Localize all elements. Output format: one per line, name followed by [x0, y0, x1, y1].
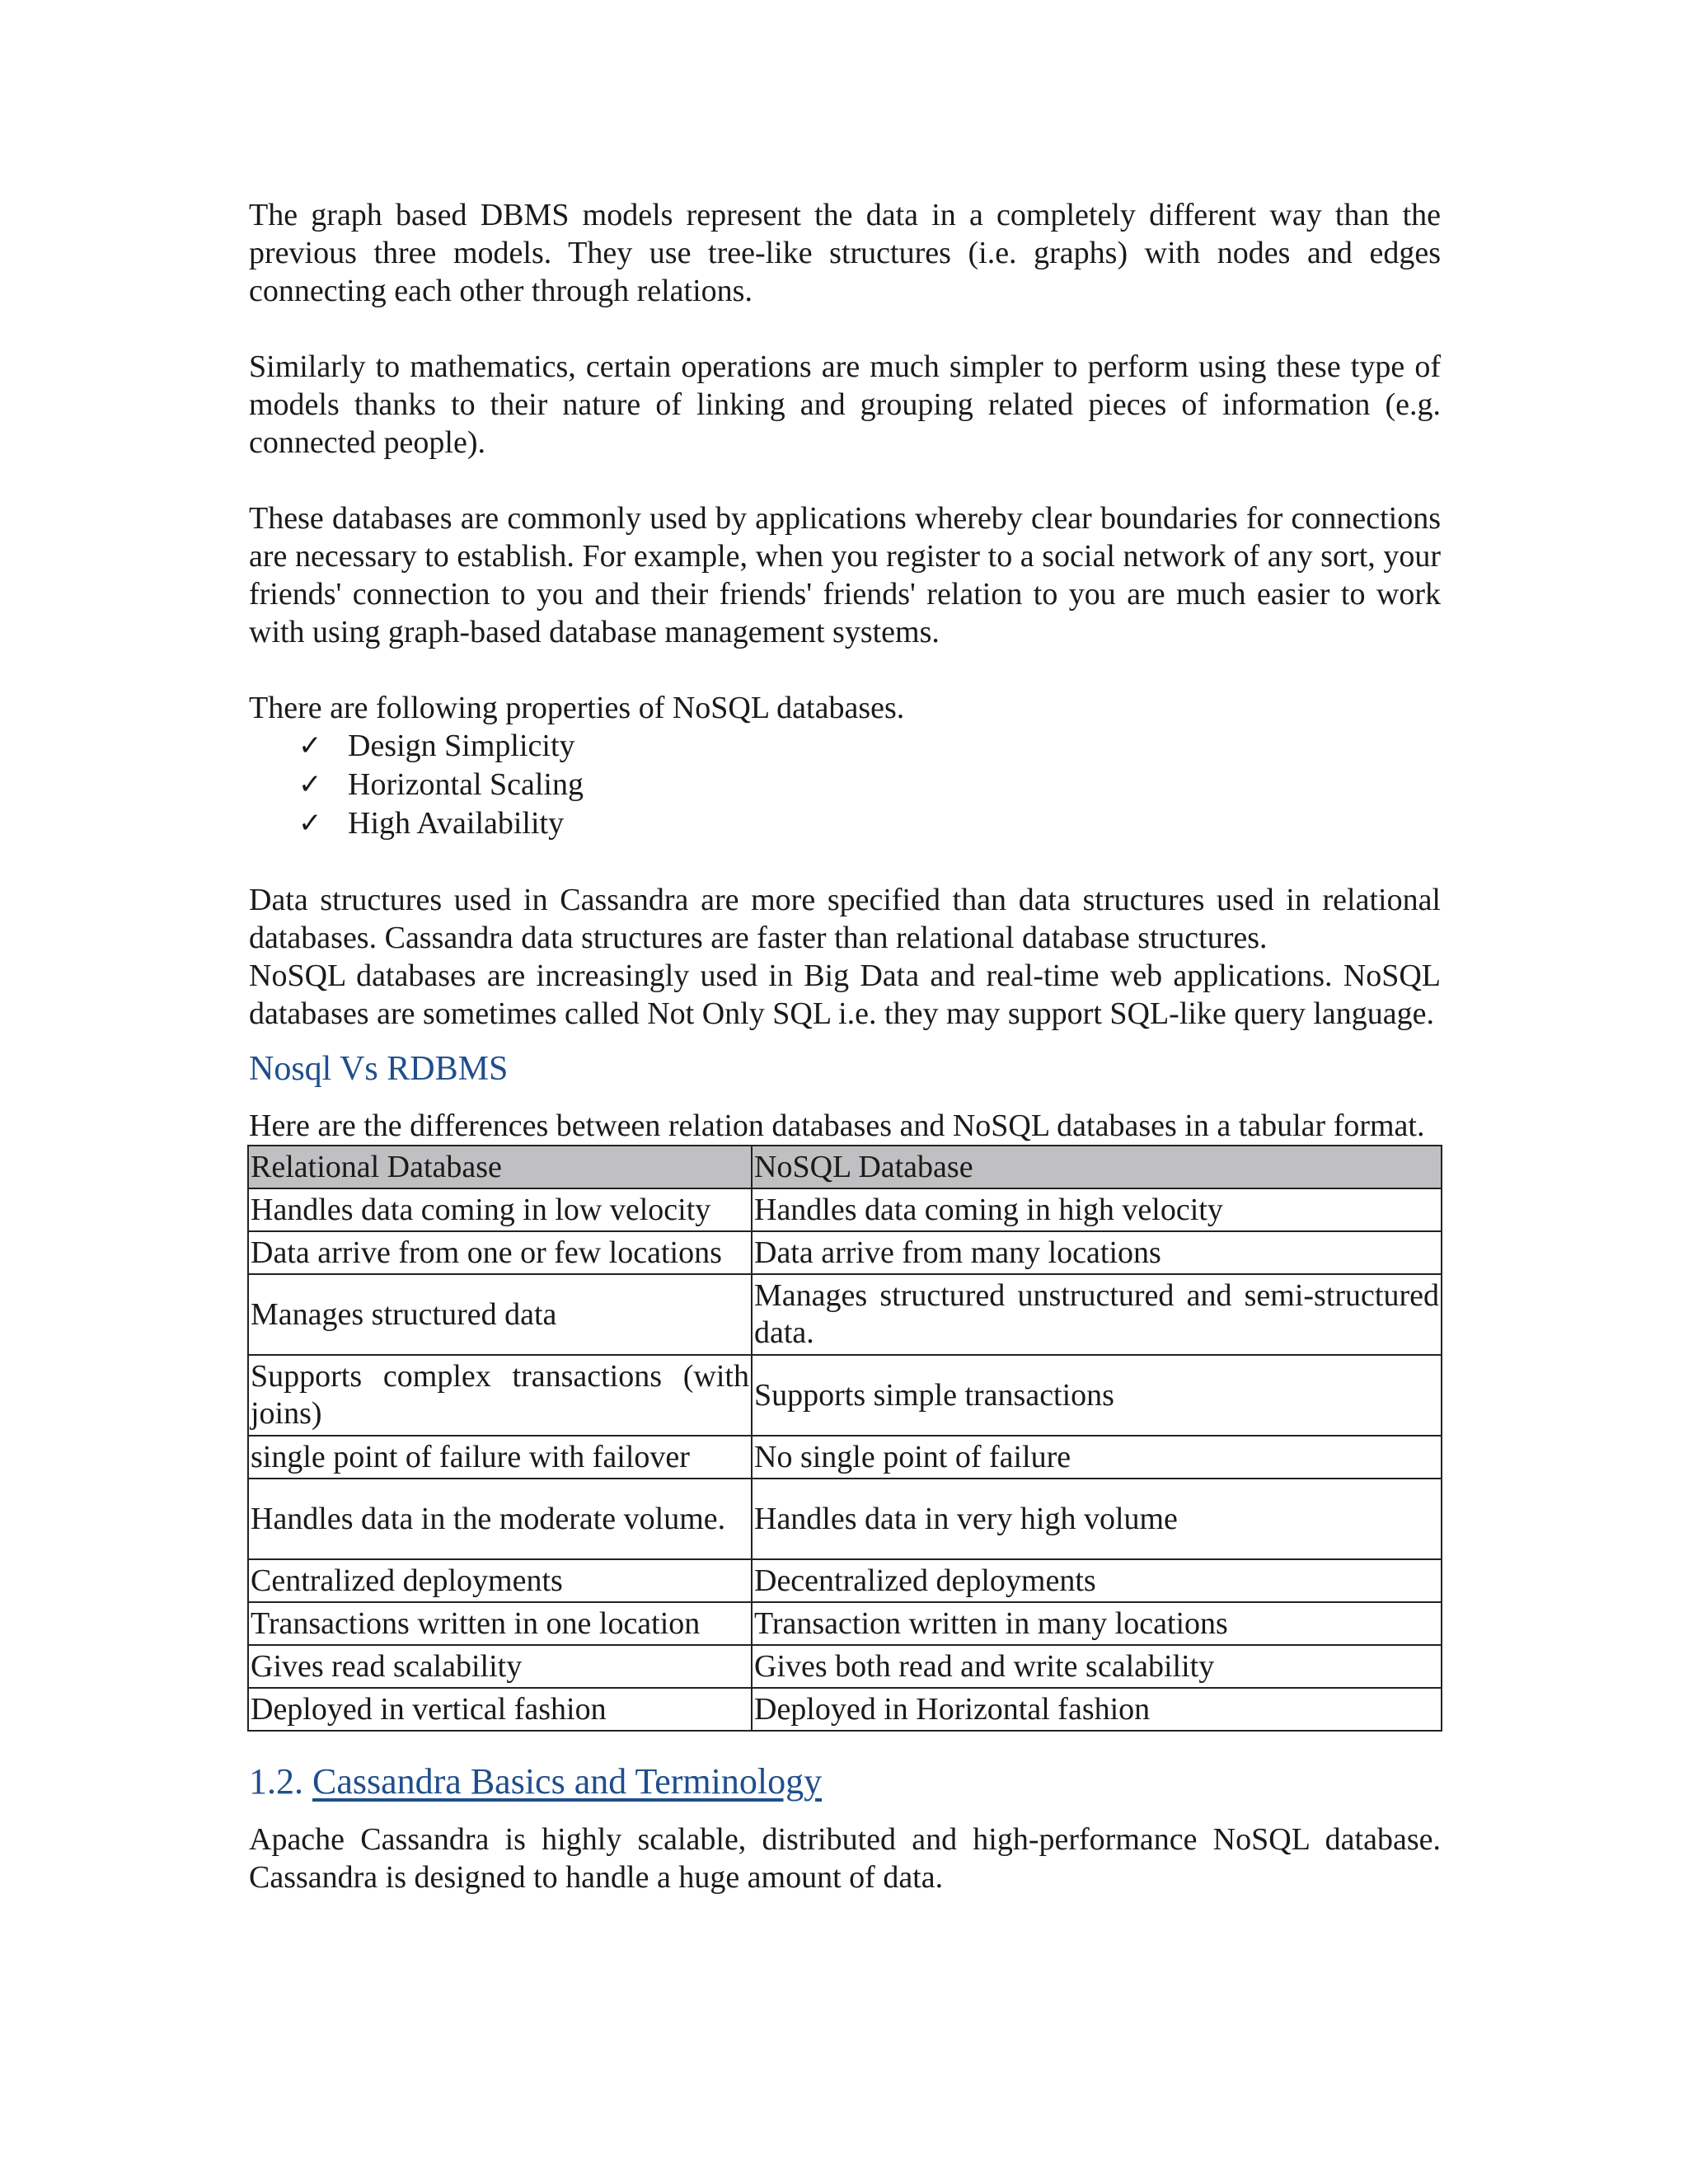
checkmark-icon: ✓ — [298, 729, 322, 762]
section-number: 1.2. — [249, 1761, 303, 1802]
table-row — [248, 1436, 1442, 1479]
table-row — [248, 1188, 1442, 1231]
table-cell: Handles data coming in low velocity — [248, 1188, 752, 1231]
table-row — [248, 1602, 1442, 1645]
properties-intro: There are following properties of NoSQL databases. — [249, 691, 905, 725]
table-row — [248, 1479, 1442, 1559]
table-cell: Gives read scalability — [248, 1645, 752, 1688]
property-item — [249, 727, 1441, 766]
table-cell: Handles data coming in high velocity — [752, 1188, 1442, 1231]
table-cell: Gives both read and write scalability — [752, 1645, 1442, 1688]
property-item — [249, 766, 1441, 804]
table-cell: Handles data in very high volume — [752, 1479, 1442, 1559]
section-title-link[interactable]: Cassandra Basics and Terminology — [312, 1761, 823, 1802]
column-header-nosql: NoSQL Database — [752, 1146, 1442, 1188]
properties-list — [249, 727, 1441, 843]
table-row — [248, 1274, 1442, 1355]
checkmark-icon: ✓ — [298, 807, 322, 840]
table-cell: Deployed in vertical fashion — [248, 1688, 752, 1731]
section-heading — [249, 1758, 1441, 1806]
property-item — [249, 804, 1441, 843]
paragraph-nosql-usage: NoSQL databases are increasingly used in Big Data and real-time web applications. NoSQL databases are sometimes called Not Only SQL i.e. they may support SQL-like query language. — [249, 958, 1441, 1031]
property-label: High Availability — [348, 806, 565, 841]
paragraph-graph-models: The graph based DBMS models represent the data in a completely different way than the previous three models. They use tree-like structures (i.e. graphs) with nodes and edges connecting each other through relations. — [249, 198, 1441, 308]
column-header-relational: Relational Database — [248, 1146, 752, 1188]
table-row — [248, 1559, 1442, 1602]
paragraph-social-network: These databases are commonly used by applications whereby clear boundaries for connections are necessary to establish. For example, when you register to a social network of any sort, your friends' connection to you and their friends' friends' relation to you are much easier to work with using graph-based database management systems. — [249, 501, 1441, 649]
property-label: Horizontal Scaling — [348, 767, 584, 802]
table-cell: Handles data in the moderate volume. — [248, 1479, 752, 1559]
table-cell: Centralized deployments — [248, 1559, 752, 1602]
paragraph-mathematics: Similarly to mathematics, certain operations are much simpler to perform using these type of models thanks to their nature of linking and grouping related pieces of information (e.g. connected people). — [249, 349, 1441, 460]
table-cell: No single point of failure — [752, 1436, 1442, 1479]
table-cell: Manages structured data — [248, 1274, 752, 1355]
property-label: Design Simplicity — [348, 729, 575, 763]
table-row — [248, 1645, 1442, 1688]
table-cell: Decentralized deployments — [752, 1559, 1442, 1602]
table-cell: Data arrive from many locations — [752, 1231, 1442, 1274]
checkmark-icon: ✓ — [298, 768, 322, 801]
comparison-intro: Here are the differences between relation databases and NoSQL databases in a tabular format. — [249, 1108, 1425, 1143]
table-row — [248, 1688, 1442, 1731]
document-page — [249, 196, 1441, 1896]
table-cell: Supports simple transactions — [752, 1355, 1442, 1436]
comparison-heading: Nosql Vs RDBMS — [249, 1050, 509, 1088]
table-cell: single point of failure with failover — [248, 1436, 752, 1479]
table-cell: Supports complex transactions (with joins) — [248, 1355, 752, 1436]
table-cell: Data arrive from one or few locations — [248, 1231, 752, 1274]
paragraph-cassandra-structures: Data structures used in Cassandra are more specified than data structures used in relational databases. Cassandra data structures are faster than relational database structures. — [249, 883, 1441, 955]
table-cell: Manages structured unstructured and semi-structured data. — [752, 1274, 1442, 1355]
table-cell: Transactions written in one location — [248, 1602, 752, 1645]
table-cell: Deployed in Horizontal fashion — [752, 1688, 1442, 1731]
table-row — [248, 1355, 1442, 1436]
table-row — [248, 1231, 1442, 1274]
section-body: Apache Cassandra is highly scalable, distributed and high-performance NoSQL database. Cassandra is designed to handle a huge amount of data. — [249, 1822, 1441, 1895]
table-cell: Transaction written in many locations — [752, 1602, 1442, 1645]
table-header-row — [248, 1146, 1442, 1188]
comparison-table — [247, 1145, 1442, 1732]
